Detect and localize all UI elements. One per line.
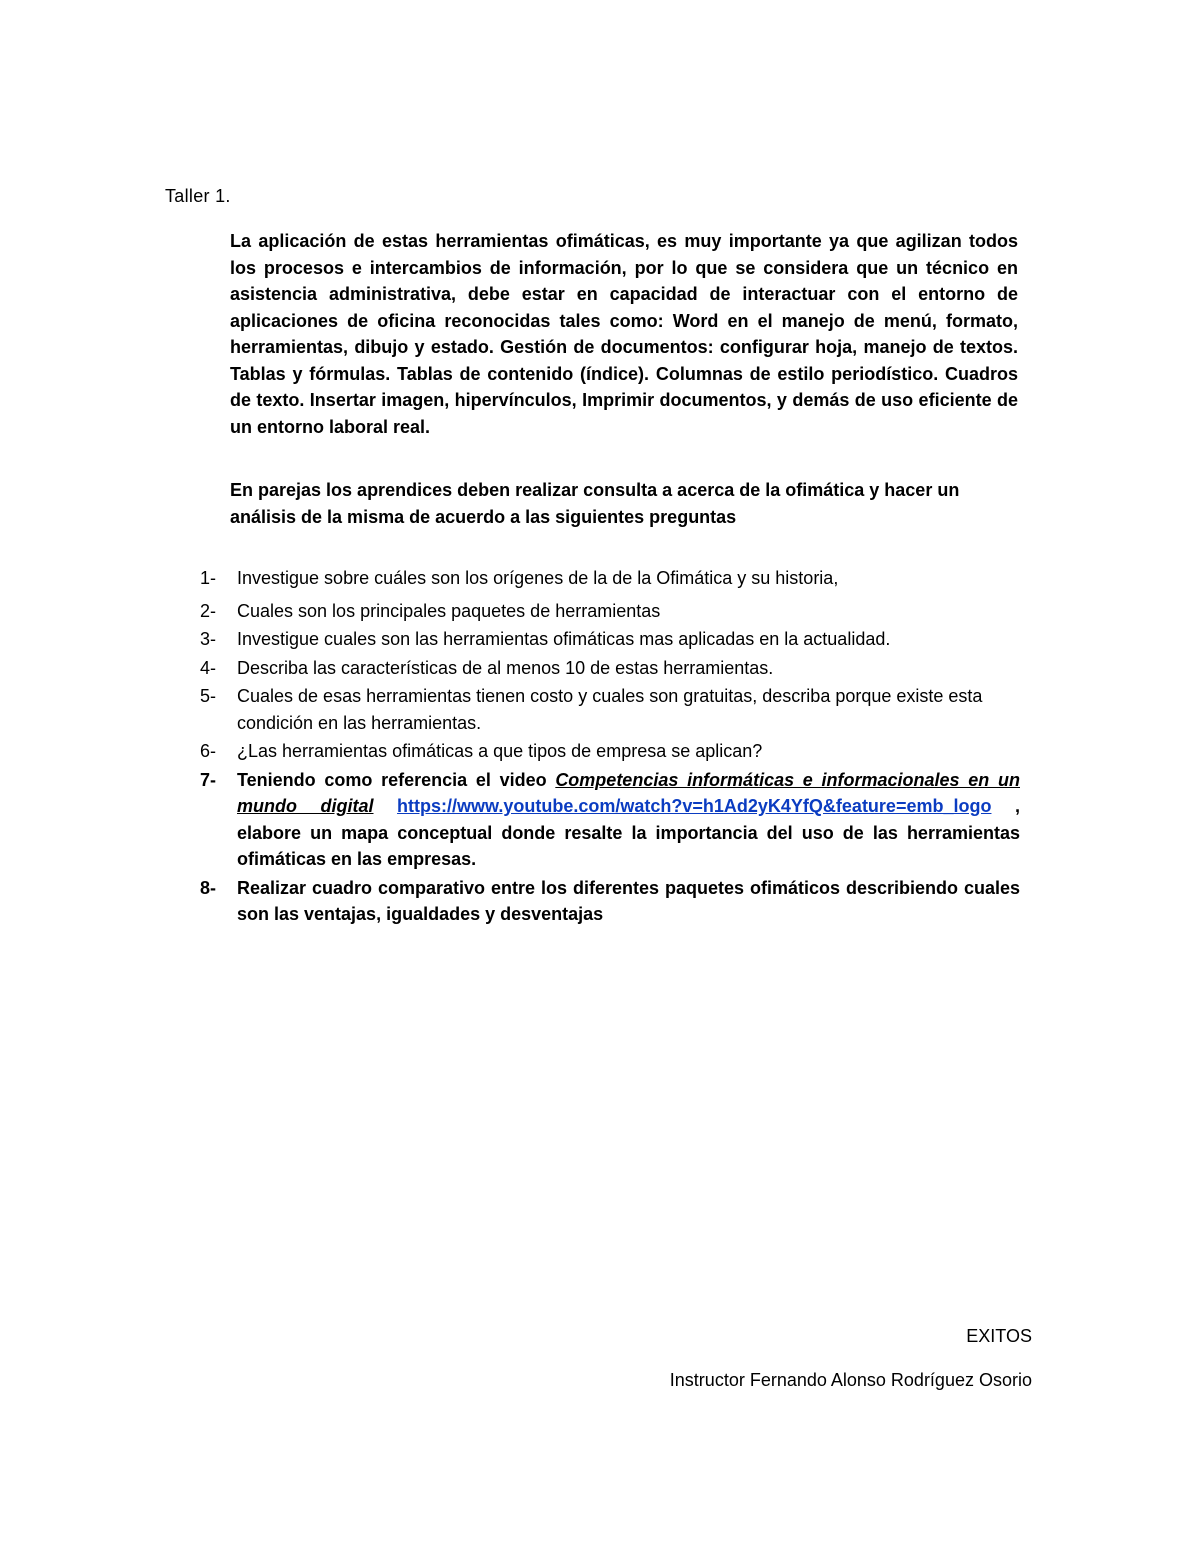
- document-title: Taller 1.: [165, 186, 231, 206]
- list-text: Investigue cuales son las herramientas ofimáticas mas aplicadas en la actualidad.: [237, 629, 891, 649]
- list-text: Describa las características de al menos 10 de estas herramientas.: [237, 657, 774, 678]
- intro-paragraph: La aplicación de estas herramientas ofimáticas, es muy importante ya que agilizan todos los procesos e intercambios de información, por lo que se considera que un técnico en asistencia administrativa, debe estar en capacidad de interactuar con el entorno de aplicaciones de oficina reconocidas tales como: Word en el manejo de menú, formato, herramientas, dibujo y estado. Gestión de documentos: configurar hoja, manejo de textos. Tablas y fórmulas. Tablas de contenido (índice). Columnas de estilo periodístico. Cuadros de texto. Insertar imagen, hipervínculos, Imprimir documentos, y demás de uso eficiente de un entorno laboral real.: [230, 231, 1018, 437]
- list-item: [200, 767, 1020, 873]
- list-item: [200, 738, 1020, 765]
- list-text: Realizar cuadro comparativo entre los diferentes paquetes ofimáticos describiendo cuales son las ventajas, igualdades y desventajas: [237, 877, 1020, 924]
- list-text-after: , elabore un mapa conceptual donde resalte la importancia del uso de las herramientas ofimáticas en las empresas.: [237, 796, 1020, 869]
- questions-list: [200, 565, 1020, 930]
- closing-text: EXITOS: [966, 1326, 1032, 1346]
- list-item: [200, 655, 1020, 682]
- list-number: 8-: [200, 877, 217, 898]
- list-number: 7-: [200, 769, 217, 790]
- list-text: [237, 767, 1020, 873]
- list-item: [200, 598, 1020, 625]
- list-number: 6-: [200, 741, 217, 761]
- list-number: 5-: [200, 686, 217, 706]
- list-number: 2-: [200, 600, 217, 621]
- list-item: [200, 626, 1020, 653]
- list-text: Cuales son los principales paquetes de herramientas: [237, 600, 661, 621]
- list-text: Investigue sobre cuáles son los orígenes de la de la Ofimática y su historia,: [237, 568, 839, 588]
- video-link[interactable]: https://www.youtube.com/watch?v=h1Ad2yK4YfQ&feature=emb_logo: [397, 796, 992, 816]
- list-number: 1-: [200, 568, 217, 588]
- list-text: Cuales de esas herramientas tienen costo y cuales son gratuitas, describa porque existe esta condición en las herramientas.: [237, 686, 983, 733]
- list-text: ¿Las herramientas ofimáticas a que tipos de empresa se aplican?: [237, 741, 763, 761]
- list-item: [200, 875, 1020, 928]
- list-number: 3-: [200, 629, 217, 649]
- list-text-before: Teniendo como referencia el video: [237, 769, 556, 790]
- task-paragraph: En parejas los aprendices deben realizar consulta a acerca de la ofimática y hacer un análisis de la misma de acuerdo a las siguientes preguntas: [230, 480, 960, 527]
- video-title: Competencias informáticas e informacionales en un mundo digital: [237, 769, 1020, 816]
- signature: Instructor Fernando Alonso Rodríguez Osorio: [669, 1370, 1032, 1390]
- list-item: [200, 683, 1020, 736]
- list-item: [200, 565, 1020, 592]
- list-number: 4-: [200, 657, 217, 678]
